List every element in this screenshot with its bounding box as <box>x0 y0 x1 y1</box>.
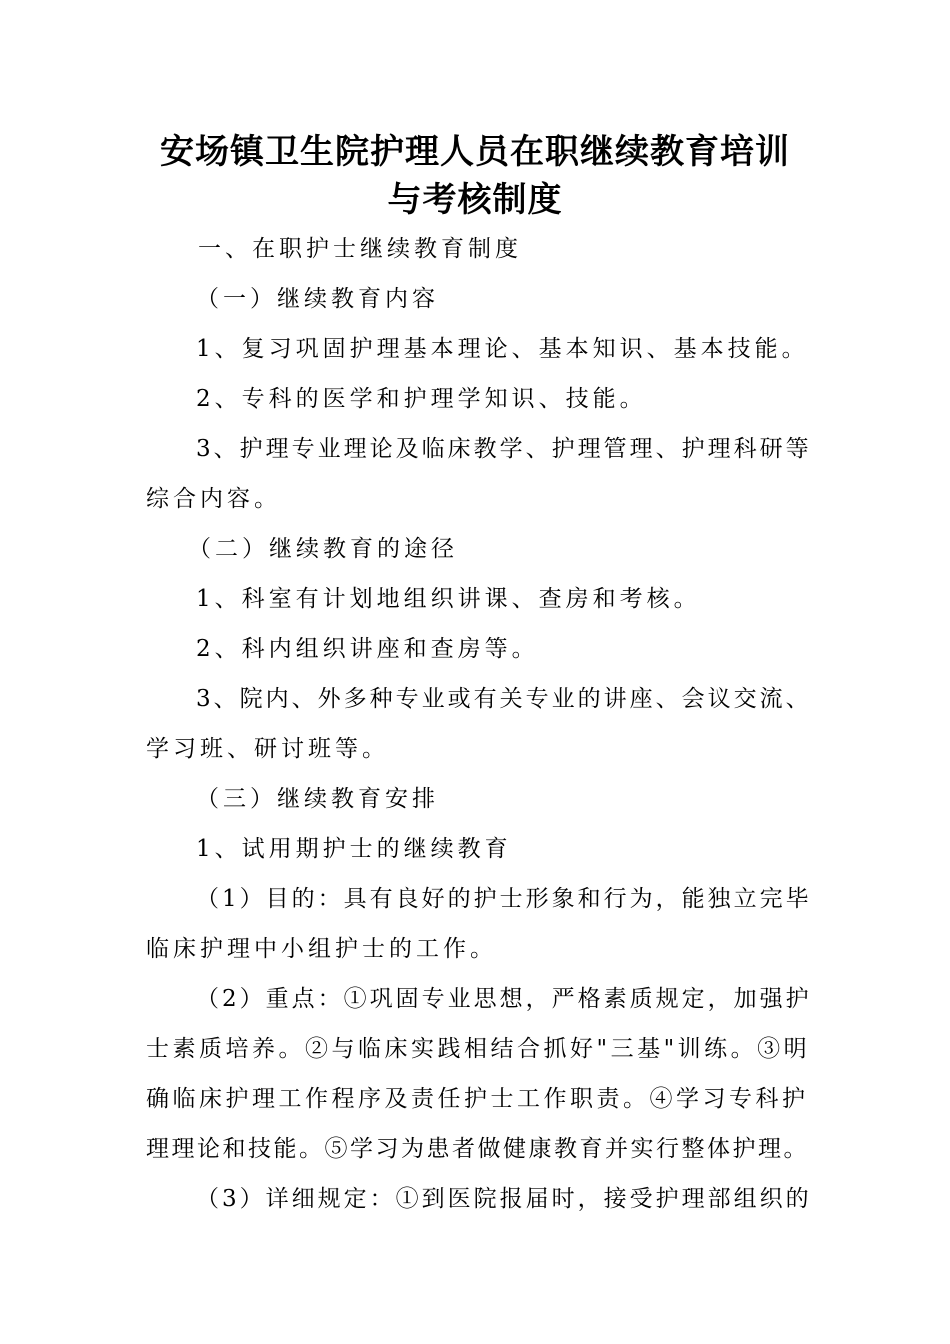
document-title-line-1: 安场镇卫生院护理人员在职继续教育培训 <box>160 132 790 172</box>
paragraph-line: 理理论和技能。⑤学习为患者做健康教育并实行整体护理。 <box>146 1136 809 1162</box>
paragraph-line: 确临床护理工作程序及责任护士工作职责。④学习专科护 <box>146 1086 809 1112</box>
paragraph-line: 士素质培养。②与临床实践相结合抓好"三基"训练。③明 <box>146 1036 811 1062</box>
document-title-line-2: 与考核制度 <box>387 180 563 220</box>
paragraph-line: 综合内容。 <box>146 486 281 512</box>
paragraph-line: （3）详细规定：①到医院报届时，接受护理部组织的 <box>196 1186 812 1212</box>
paragraph-line: 1、复习巩固护理基本理论、基本知识、基本技能。 <box>196 336 809 362</box>
paragraph-line: 3、护理专业理论及临床教学、护理管理、护理科研等 <box>196 436 812 462</box>
paragraph-line: 1、试用期护士的继续教育 <box>196 836 512 862</box>
subsection-heading-3: （三）继续教育安排 <box>196 786 439 812</box>
paragraph-line: （1）目的：具有良好的护士形象和行为，能独立完毕 <box>196 886 812 912</box>
paragraph-line: 2、科内组织讲座和查房等。 <box>196 636 539 662</box>
paragraph-line: 3、院内、外多种专业或有关专业的讲座、会议交流、 <box>196 686 812 712</box>
paragraph-line: 1、科室有计划地组织讲课、查房和考核。 <box>196 586 701 612</box>
paragraph-line: 2、专科的医学和护理学知识、技能。 <box>196 386 647 412</box>
paragraph-line: （2）重点：①巩固专业思想，严格素质规定，加强护 <box>196 986 812 1012</box>
paragraph-line: 学习班、研讨班等。 <box>146 736 389 762</box>
subsection-heading-1: （一）继续教育内容 <box>196 286 439 312</box>
subsection-heading-2: （二）继续教育的途径 <box>188 536 458 562</box>
section-heading-1: 一、在职护士继续教育制度 <box>198 236 522 262</box>
paragraph-line: 临床护理中小组护士的工作。 <box>146 936 497 962</box>
